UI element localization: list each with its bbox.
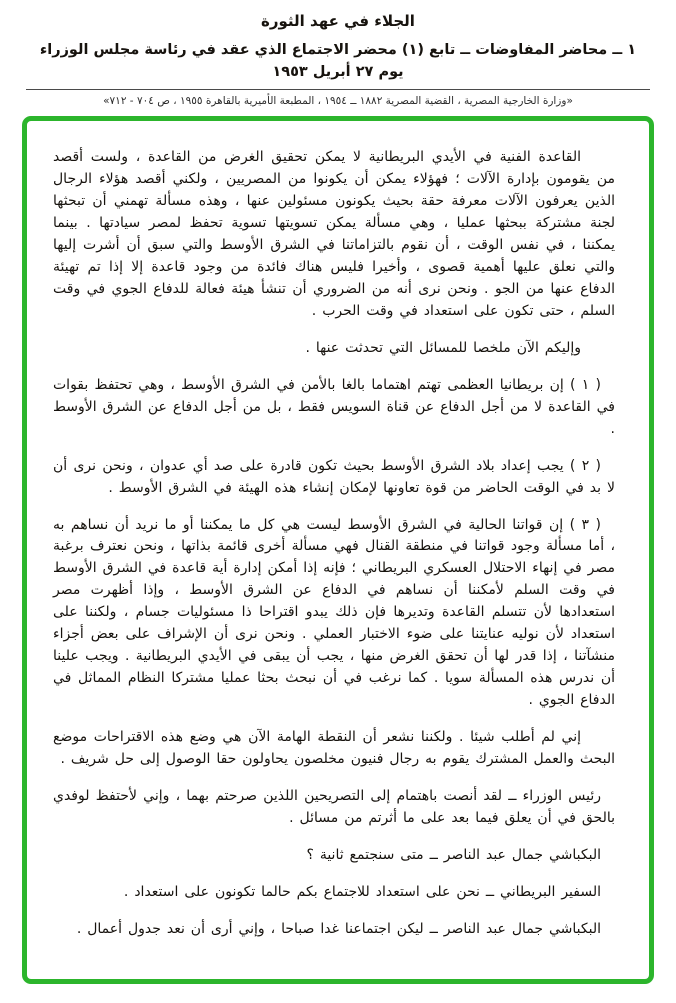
body-paragraph: القاعدة الفنية في الأيدي البريطانية لا يمكن تحقيق الغرض من القاعدة ، ولست أقصد من يقومون بإدارة الآلات ؛ فهؤلاء يمكن أن يكونوا من المصريين ، ولكني أقصد هؤلاء الرجال الذين يعرفون الآلات معرفة حقة بحيث يكونون مسئولين عنها ، وهذه مسألة تهمني أن تبحثها لجنة مشتركة ببحثها عمليا ، وهي مسألة يمكن تسويتها تسوية تحفظ لمصر سيادتها . بينما يمكننا ، في نفس الوقت ، أن نقوم بالتزاماتنا في الشرق الأوسط والتي سبق أن أشرت إليها والتي نعلق عليها أهمية قصوى ، وأخيرا فليس هناك فائدة من وجود قاعدة إلا إذا تم تهيئة الدفاع عنها من الجو . ونحن نرى أنه من الضروري أن تنشأ هيئة فعالة للدفاع الجوي في وقت السلم ، حتى تكون على استعداد في وقت الحرب . [53, 148, 615, 319]
document-header [22, 12, 654, 107]
page-title: الجلاء في عهد الثورة [261, 12, 415, 30]
header-divider [26, 89, 650, 90]
body-paragraph: إني لم أطلب شيئا . ولكننا نشعر أن النقطة الهامة الآن هي وضع هذه الاقتراحات موضع البحث والعمل المشترك يقوم به رجال فنيون مخلصون يحاولون حقا الوصول إلى حل شريف . [53, 729, 615, 768]
source-citation: «وزارة الخارجية المصرية ، القضية المصرية ١٨٨٢ ــ ١٩٥٤ ، المطبعة الأميرية بالقاهرة ١٩٥٥ ، ص ٧٠٤ - ٧١٢» [103, 94, 573, 107]
dialogue-british-ambassador: السفير البريطاني ــ نحن على استعداد للاجتماع بكم حالما تكونون على استعداد . [123, 884, 601, 901]
dialogue-prime-minister: رئيس الوزراء ــ لقد أنصت باهتمام إلى التصريحين اللذين صرحتم بهما ، وإني لأحتفظ لوفدي بالحق في أن يعلق فيما بعد على ما أثرتم من مسائل . [53, 788, 615, 827]
numbered-point-3: ( ٣ ) إن قواتنا الحالية في الشرق الأوسط ليست هي كل ما يمكننا أو ما نريد أن نساهم به ، أما مسألة وجود قواتنا في منطقة القنال فهي مسألة أخرى قائمة بذاتها ، ونحن نعترف برغبة مصر في إنهاء الاحتلال العسكري البريطاني ؛ فإنه إذا أمكن إدارة أية قاعدة في الشرق الأوسط في وقت السلم لأمكننا أن نساهم في الدفاع عن الشرق الأوسط ، وإذا أظهرت مصر استعدادها لأن تتسلم القاعدة وتديرها فإن ذلك يبدو اقتراحا ذا مسئوليات جسام ، ولكننا على استعداد لأن نوليه عنايتنا على ضوء الاختبار العملي . ونحن نرى أن الإشراف على بعض أجزاء منشآتنا ، إذا قدر لها أن تحقق الغرض منها ، يجب أن يبقى في الأيدي البريطانية . ويجب علينا أن ندرس هذه المسألة سويا . كما نرغب في أن نبحث بحثا عمليا مشتركا النظام المماثل في الدفاع الجوي . [53, 516, 615, 709]
highlight-frame [22, 116, 654, 984]
dialogue-nasser: البكباشي جمال عبد الناصر ــ ليكن اجتماعنا غدا صباحا ، وإني أرى أن نعد جدول أعمال . [76, 921, 601, 938]
body-paragraph: وإليكم الآن ملخصا للمسائل التي تحدثت عنها . [305, 339, 581, 356]
dialogue-nasser: البكباشي جمال عبد الناصر ــ متى سنجتمع ثانية ؟ [306, 847, 601, 864]
numbered-point-2: ( ٢ ) يجب إعداد بلاد الشرق الأوسط بحيث تكون قادرة على صد أي عدوان ، ونحن نرى أن لا بد في الوقت الحاضر من قوة تعاونها لإمكان إنشاء هذه الهيئة في الشرق الأوسط . [53, 457, 615, 496]
numbered-point-1: ( ١ ) إن بريطانيا العظمى تهتم اهتماما بالغا بالأمن في الشرق الأوسط ، وهي تحتفظ بقوات في القاعدة لا من أجل الدفاع عن قناة السويس فقط ، بل من أجل الدفاع عن الشرق الأوسط . [53, 376, 615, 437]
document-heading: ١ ــ محاضر المفاوضات ــ تابع (١) محضر الاجتماع الذي عقد في رئاسة مجلس الوزراء يوم ٢٧ أبريل ١٩٥٣ [39, 42, 637, 81]
